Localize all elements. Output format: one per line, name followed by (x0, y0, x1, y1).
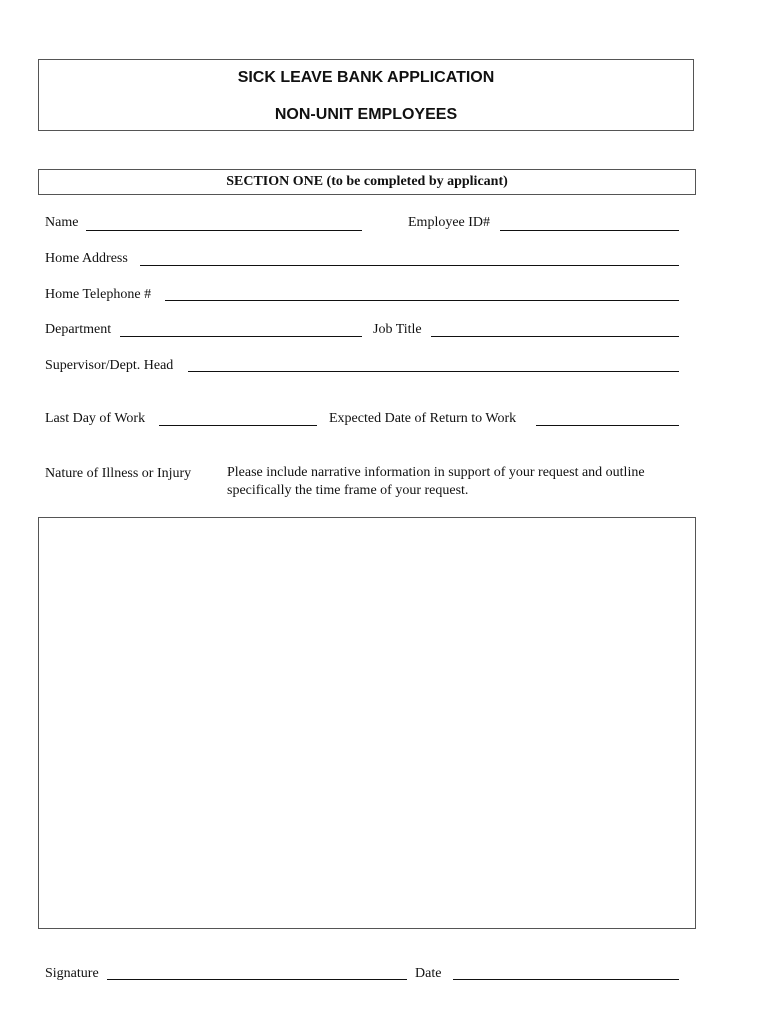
job-title-field[interactable] (431, 336, 679, 337)
last-day-label: Last Day of Work (45, 411, 146, 426)
department-field[interactable] (120, 336, 362, 337)
expected-return-field[interactable] (536, 425, 679, 426)
last-day-field[interactable] (159, 425, 317, 426)
section-heading: SECTION ONE (to be completed by applicant) (38, 169, 696, 195)
narrative-line-2: specifically the time frame of your request. (227, 483, 469, 498)
job-title-label: Job Title (373, 322, 422, 337)
supervisor-field[interactable] (188, 371, 679, 372)
home-address-label: Home Address (45, 251, 128, 266)
form-title: SICK LEAVE BANK APPLICATION (237, 69, 495, 86)
narrative-line-1: Please include narrative information in support of your request and outline (227, 465, 645, 480)
narrative-instructions (227, 464, 687, 500)
date-label: Date (415, 966, 442, 981)
home-telephone-field[interactable] (165, 300, 679, 301)
employee-id-label: Employee ID# (408, 215, 491, 230)
narrative-textarea[interactable] (38, 517, 696, 929)
signature-field[interactable] (107, 979, 407, 980)
form-subtitle: NON-UNIT EMPLOYEES (274, 106, 458, 123)
department-label: Department (45, 322, 112, 337)
name-label: Name (45, 215, 79, 230)
employee-id-field[interactable] (500, 230, 679, 231)
home-telephone-label: Home Telephone # (45, 287, 152, 302)
date-field[interactable] (453, 979, 679, 980)
nature-label: Nature of Illness or Injury (45, 466, 192, 481)
home-address-field[interactable] (140, 265, 679, 266)
name-field[interactable] (86, 230, 362, 231)
signature-label: Signature (45, 966, 99, 981)
expected-return-label: Expected Date of Return to Work (329, 411, 517, 426)
title-box (38, 59, 694, 131)
supervisor-label: Supervisor/Dept. Head (45, 358, 174, 373)
